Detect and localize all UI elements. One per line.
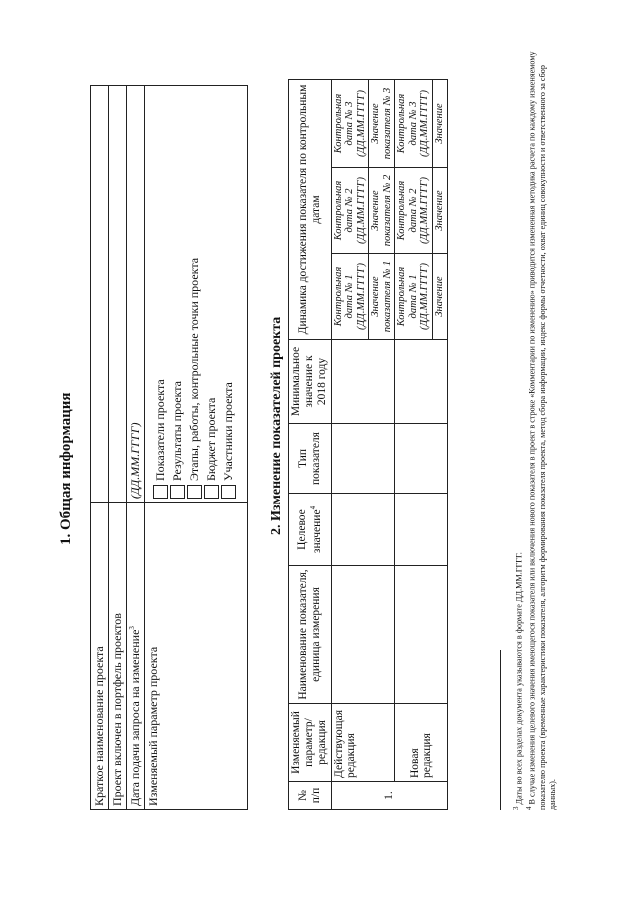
current-target-cell[interactable]: [331, 494, 395, 566]
new-date-3[interactable]: Контрольная дата № 3 (ДД.ММ.ГГГГ): [395, 80, 433, 168]
param-options: [145, 86, 248, 503]
new-name-cell[interactable]: [395, 566, 447, 704]
table-row: [91, 86, 109, 810]
portfolio-label: Проект включен в портфель проектов: [109, 503, 127, 810]
option-budget[interactable]: Бюджет проекта: [203, 89, 220, 499]
footnote-ref-3: 3: [128, 626, 136, 630]
indicators-table: [288, 79, 448, 810]
footnote-3: $^3$ Даты во всех разделах документа указываются в формате ДД.ММ.ГГГГ.: [512, 552, 524, 810]
row-number: 1.: [331, 782, 447, 810]
col-type: Тип показателя: [289, 424, 332, 494]
footnote-ref-4: 4: [308, 505, 317, 510]
current-date-2[interactable]: Контрольная дата № 2 (ДД.ММ.ГГГГ): [331, 168, 369, 254]
param-label: Изменяемый параметр проекта: [145, 503, 248, 810]
request-date-value[interactable]: (ДД.ММ.ГГГГ): [127, 86, 145, 503]
portfolio-value[interactable]: [109, 86, 127, 503]
short-name-value[interactable]: [91, 86, 109, 503]
section2-title: 2. Изменение показателей проекта: [269, 316, 284, 535]
current-date-1[interactable]: Контрольная дата № 1 (ДД.ММ.ГГГГ): [331, 254, 369, 340]
col-param: Изменяемый параметр/ редакция: [289, 704, 332, 782]
header-row: [289, 80, 332, 810]
new-value-3[interactable]: Значение: [433, 80, 448, 168]
new-edition-label: Новая редакция: [395, 704, 447, 782]
table-row: [145, 86, 248, 810]
current-edition-label: Действующая редакция: [331, 704, 395, 782]
new-date-1[interactable]: Контрольная дата № 1 (ДД.ММ.ГГГГ): [395, 254, 433, 340]
option-stages[interactable]: Этапы, работы, контрольные точки проекта: [186, 89, 203, 499]
section1-title: 1. Общая информация: [58, 392, 74, 545]
option-indicators[interactable]: Показатели проекта: [152, 89, 169, 499]
new-value-2[interactable]: Значение: [433, 168, 448, 254]
col-dynamics: Динамика достижения показателя по контрольным датам: [289, 80, 332, 340]
request-date-label: Дата подачи запроса на изменение$^3$: [127, 503, 145, 810]
footnote-divider: [500, 650, 501, 810]
current-min-cell[interactable]: [331, 340, 395, 424]
option-participants[interactable]: Участники проекта: [220, 89, 237, 499]
option-results[interactable]: Результаты проекта: [169, 89, 186, 499]
current-value-3[interactable]: Значение показателя № 3: [369, 80, 395, 168]
new-type-cell[interactable]: [395, 424, 447, 494]
current-value-2[interactable]: Значение показателя № 2: [369, 168, 395, 254]
col-target: Целевое значение$^4$: [289, 494, 332, 566]
current-type-cell[interactable]: [331, 424, 395, 494]
col-name: Наименование показателя, единица измерения: [289, 566, 332, 704]
col-num: № п/п: [289, 782, 332, 810]
checkbox[interactable]: [170, 485, 185, 499]
table-row: [331, 80, 369, 810]
checkbox[interactable]: [221, 485, 236, 499]
short-name-label: Краткое наименование проекта: [91, 503, 109, 810]
new-date-2[interactable]: Контрольная дата № 2 (ДД.ММ.ГГГГ): [395, 168, 433, 254]
checkbox[interactable]: [153, 485, 168, 499]
new-target-cell[interactable]: [395, 494, 447, 566]
footnote-4: $^4$ В случае изменения целевого значения имеющегося показателя или включения нового показателя в проект в строке «Комментарии по изменению» приводится измененная методика расчета по каждому изменяемому показателю проекта (временные характеристики показателя, алгоритм формирования показателя проекта, метод сбора информации, индекс формы отчетности, охват единиц совокупности и ответственного за сбор данных).: [524, 51, 558, 810]
checkbox[interactable]: [204, 485, 219, 499]
checkbox[interactable]: [187, 485, 202, 499]
table-row: [109, 86, 127, 810]
current-value-1[interactable]: Значение показателя № 1: [369, 254, 395, 340]
general-info-table: [90, 85, 248, 810]
table-row: [395, 80, 433, 810]
current-name-cell[interactable]: [331, 566, 395, 704]
footnotes: [512, 50, 558, 810]
new-min-cell[interactable]: [395, 340, 447, 424]
current-date-3[interactable]: Контрольная дата № 3 (ДД.ММ.ГГГГ): [331, 80, 369, 168]
table-row: [127, 86, 145, 810]
col-min: Минимальное значение к 2018 году: [289, 340, 332, 424]
new-value-1[interactable]: Значение: [433, 254, 448, 340]
